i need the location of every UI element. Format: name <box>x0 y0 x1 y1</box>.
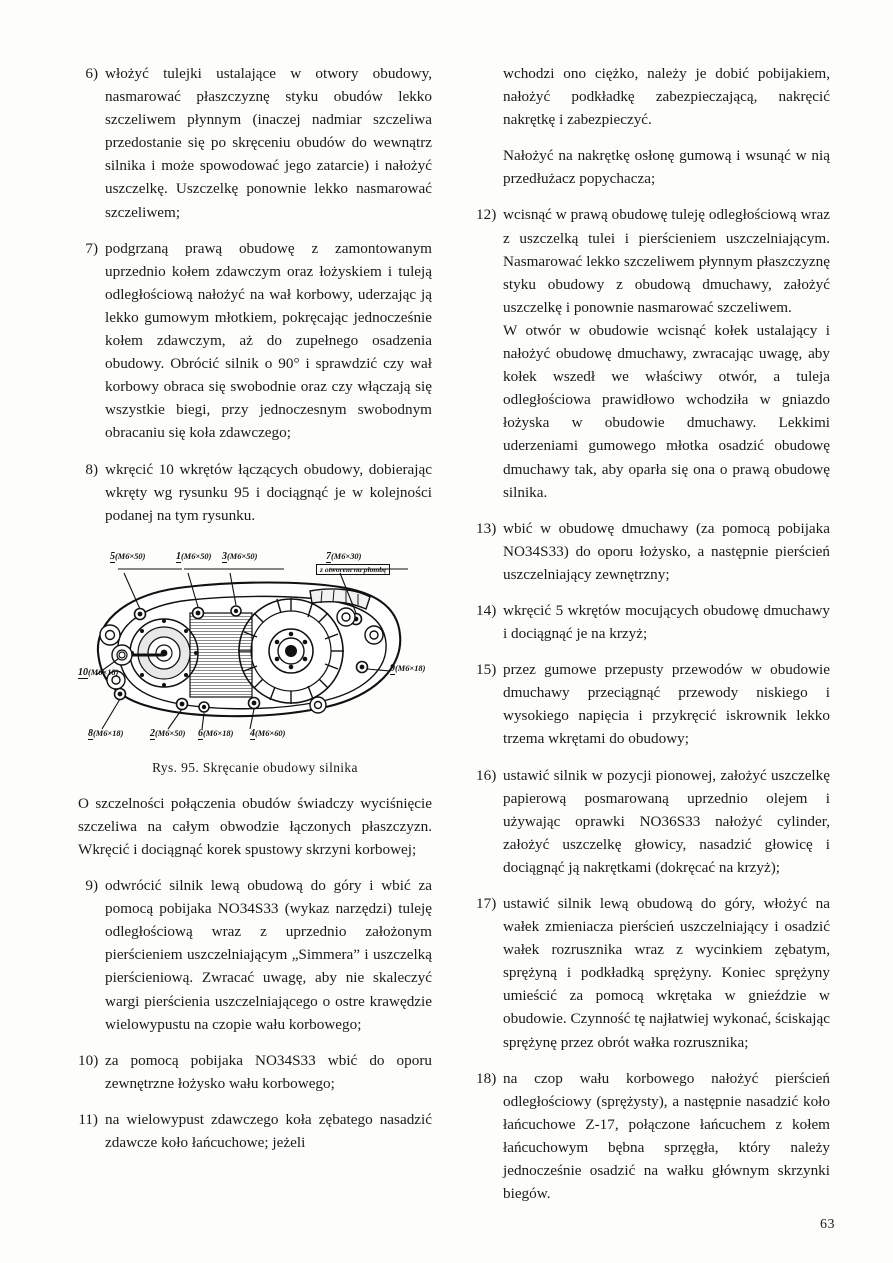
figure-label-8 <box>88 728 123 739</box>
continuation-paragraph-1: wchodzi ono ciężko, należy je dobić pobijakiem, nałożyć podkładkę zabezpieczającą, nakręcić nakrętkę i zabezpieczyć. <box>503 65 830 129</box>
item-number: 8) <box>85 460 98 478</box>
item-paragraph: wcisnąć w prawą obudowę tuleję odległościową wraz z uszczelką tulei i pierścieniem uszczelniającym. Nasmarować lekko szczeliwem płynnym płaszczyznę styku obudowy z obudową dmuchawy, założyć uszczelkę i ponownie nasmarować szczeliwem. <box>503 206 830 316</box>
figure-label-10 <box>78 667 118 678</box>
figure-label-6 <box>198 728 233 739</box>
left-column <box>78 62 432 1218</box>
item-text: włożyć tulejki ustalające w otwory obudowy, nasmarować płaszczyznę styku obudów lekko szczeliwem płynnym (inaczej nadmiar szczeliwa przedostanie się po skręceniu obudów do wewnątrz silnika i może spowodować jego zatarcie) i nałożyć uszczelkę. Uszczelkę ponownie lekko nasmarować szczeliwem; <box>105 65 432 221</box>
label-spec: (M6×60) <box>255 728 286 738</box>
label-number: 10 <box>78 666 88 678</box>
label-number: 1 <box>176 550 181 562</box>
label-number: 2 <box>150 727 155 739</box>
list-item <box>78 62 432 224</box>
item-number: 6) <box>85 65 98 82</box>
list-item <box>476 892 830 1054</box>
page-number: 63 <box>820 1217 835 1232</box>
item-number: 11) <box>78 1110 98 1128</box>
bolt-2-center <box>180 701 185 706</box>
label-spec: (M6×50) <box>227 551 258 561</box>
label-number: 5 <box>110 550 115 562</box>
figure-95 <box>78 547 432 752</box>
bolt-4-center <box>252 700 257 705</box>
label-spec: (M6×50) <box>155 728 186 738</box>
figure-label-3 <box>222 551 257 562</box>
item-number: 17) <box>476 895 497 912</box>
item-number: 10) <box>78 1051 99 1069</box>
bolt-9-center <box>360 664 365 669</box>
label-spec: (M6×30) <box>331 551 362 561</box>
list-item <box>476 599 830 645</box>
list-item <box>78 458 432 527</box>
bolt-3-center <box>234 609 238 613</box>
label-number: 9 <box>390 662 395 674</box>
engine-housing-drawing <box>78 547 432 747</box>
list-item <box>476 1067 830 1206</box>
item-number: 18) <box>476 1069 497 1087</box>
item-text: podgrzaną prawą obudowę z zamontowanym uprzednio kołem zdawczym oraz łożyskiem i tuleją odległościową nałożyć na wał korbowy, uderzając ją lekko gumowym młotkiem, pokręcając jednocześnie kołem zdawczym, aż do zupełnego osadzenia obudowy. Obrócić silnik o 90° i sprawdzić czy wał korbowy obraca się swobodnie oraz czy włączają się wszystkie biegi, przy jednoczesnym swobodnym obracaniu się koła zdawczego; <box>105 239 432 442</box>
figure-label-4 <box>250 728 285 739</box>
finned-panel <box>190 613 252 697</box>
list-item <box>78 874 432 1036</box>
figure-label-7-note: z otworem na plombę <box>316 564 390 575</box>
list-item <box>78 237 432 445</box>
two-column-layout <box>78 62 830 1218</box>
item-text: odwrócić silnik lewą obudową do góry i wbić za pomocą pobijaka NO34S33 (wykaz narzędzi) tuleję odległościową wraz z uprzednio założonym pierścieniem uszczelniającym „Simmera” i uszczelką pierścieniową. Zwracać uwagę, aby nie skaleczyć wargi pierścienia uszczelniającego o ostre krawędzie wielowypustu na czopie wału korbowego; <box>105 877 432 1033</box>
item-number: 15) <box>476 661 497 679</box>
item-text: przez gumowe przepusty przewodów w obudowie dmuchawy przeciągnąć przewody niskiego i wysokiego napięcia i przykręcić iskrownik lekko trzema wkrętami do obudowy; <box>503 661 830 748</box>
item-number: 7) <box>85 239 98 257</box>
item-text: na czop wału korbowego nałożyć pierścień odległościowy (sprężysty), a następnie nasadzić koło łańcuchowe Z-17, połączone łańcuchem z kołem łańcuchowym bębna sprzęgła, który należy jednocześnie osadzić na wałku głównym skrzynki biegów. <box>503 1069 830 1203</box>
bolt-8-center <box>118 691 123 696</box>
list-item <box>78 1108 432 1154</box>
figure-label-7 <box>326 551 361 562</box>
item-paragraph: W otwór w obudowie wcisnąć kołek ustalający i nałożyć obudowę dmuchawy, zwracając uwagę, aby kołek wszedł we właściwy otwór, a tuleja odległościowa prawidłowo wchodziła w gniazdo łożyska w obudowie dmuchawy. Lekkimi uderzeniami gumowego młotka osadzić obudowę dmuchawy tak, aby oparła się ona o prawą obudowę silnika. <box>503 321 830 501</box>
label-spec: (M6×18) <box>203 728 234 738</box>
item-text: ustawić silnik lewą obudową do góry, włożyć na wałek zmieniacza pierścień uszczelniający i osadzić wałek rozrusznika wraz z wycinkiem zębatym, sprężyną i podkładką sprężyny. Koniec sprężyny umieścić za pomocą wkrętaka w gnieździe w obudowie. Czynność tę najłatwiej wykonać, ściskając sprężynę przez obrót wałka rozrusznika; <box>503 895 830 1051</box>
after-figure-paragraph: O szczelności połączenia obudów świadczy wyciśnięcie szczeliwa na całym obwodzie łączonych płaszczyzn. Wkręcić i dociągnąć korek spustowy skrzyni korbowej; <box>78 794 432 858</box>
label-number: 8 <box>88 727 93 739</box>
fan-center <box>285 645 297 657</box>
item-text: wkręcić 5 wkrętów mocujących obudowę dmuchawy i dociągnąć je na krzyż; <box>503 601 830 643</box>
label-number: 7 <box>326 550 331 562</box>
item-number: 13) <box>476 519 497 537</box>
figure-canvas <box>78 547 432 747</box>
label-number: 6 <box>198 727 203 739</box>
label-number: 4 <box>250 727 255 739</box>
item-text: na wielowypust zdawczego koła zębatego nasadzić zdawcze koło łańcuchowe; jeżeli <box>105 1110 432 1151</box>
list-item <box>476 203 830 503</box>
item-number: 14) <box>476 601 497 619</box>
bolt-6-center <box>202 705 206 709</box>
list-item <box>78 1049 432 1095</box>
item-text <box>503 203 830 503</box>
label-number: 3 <box>222 550 227 562</box>
item-text: ustawić silnik w pozycji pionowej, założyć uszczelkę papierową posmarowaną uprzednio olejem i używając oprawki NO36S33 nałożyć cylinder, założyć uszczelkę głowicy, nasadzić głowicę i dociągnąć ją nakrętkami (dokręcać na krzyż); <box>503 766 830 876</box>
label-spec: (M6×18) <box>93 728 124 738</box>
item-text: za pomocą pobijaka NO34S33 wbić do oporu zewnętrzne łożysko wału korbowego; <box>105 1051 432 1092</box>
figure-label-5 <box>110 551 145 562</box>
label-spec: (M6×18) <box>88 667 119 677</box>
item-text: wkręcić 10 wkrętów łączących obudowy, dobierając wkręty wg rysunku 95 i dociągnąć je w kolejności podanej na tym rysunku. <box>105 460 432 524</box>
bolt-1-center <box>196 610 201 615</box>
figure-caption: Rys. 95. Skręcanie obudowy silnika <box>152 759 358 775</box>
item-number: 12) <box>476 206 497 224</box>
list-item <box>476 658 830 750</box>
continuation-paragraph-2: Nałożyć na nakrętkę osłonę gumową i wsunąć w nią przedłużacz popychacza; <box>503 147 830 188</box>
bolt-5-center <box>138 611 143 616</box>
item-number: 9) <box>85 877 98 895</box>
item-text: wbić w obudowę dmuchawy (za pomocą pobijaka NO34S33) do oporu łożysko, a następnie pierścień uszczelniający zewnętrzny; <box>503 519 830 583</box>
right-column <box>476 62 830 1218</box>
label-spec: (M6×18) <box>395 663 426 673</box>
figure-label-9 <box>390 663 425 674</box>
figure-label-2 <box>150 728 185 739</box>
list-item <box>476 517 830 586</box>
figure-label-1 <box>176 551 211 562</box>
label-spec: (M6×50) <box>181 551 212 561</box>
item-number: 16) <box>476 766 497 784</box>
label-spec: (M6×50) <box>115 551 146 561</box>
list-item <box>476 764 830 879</box>
